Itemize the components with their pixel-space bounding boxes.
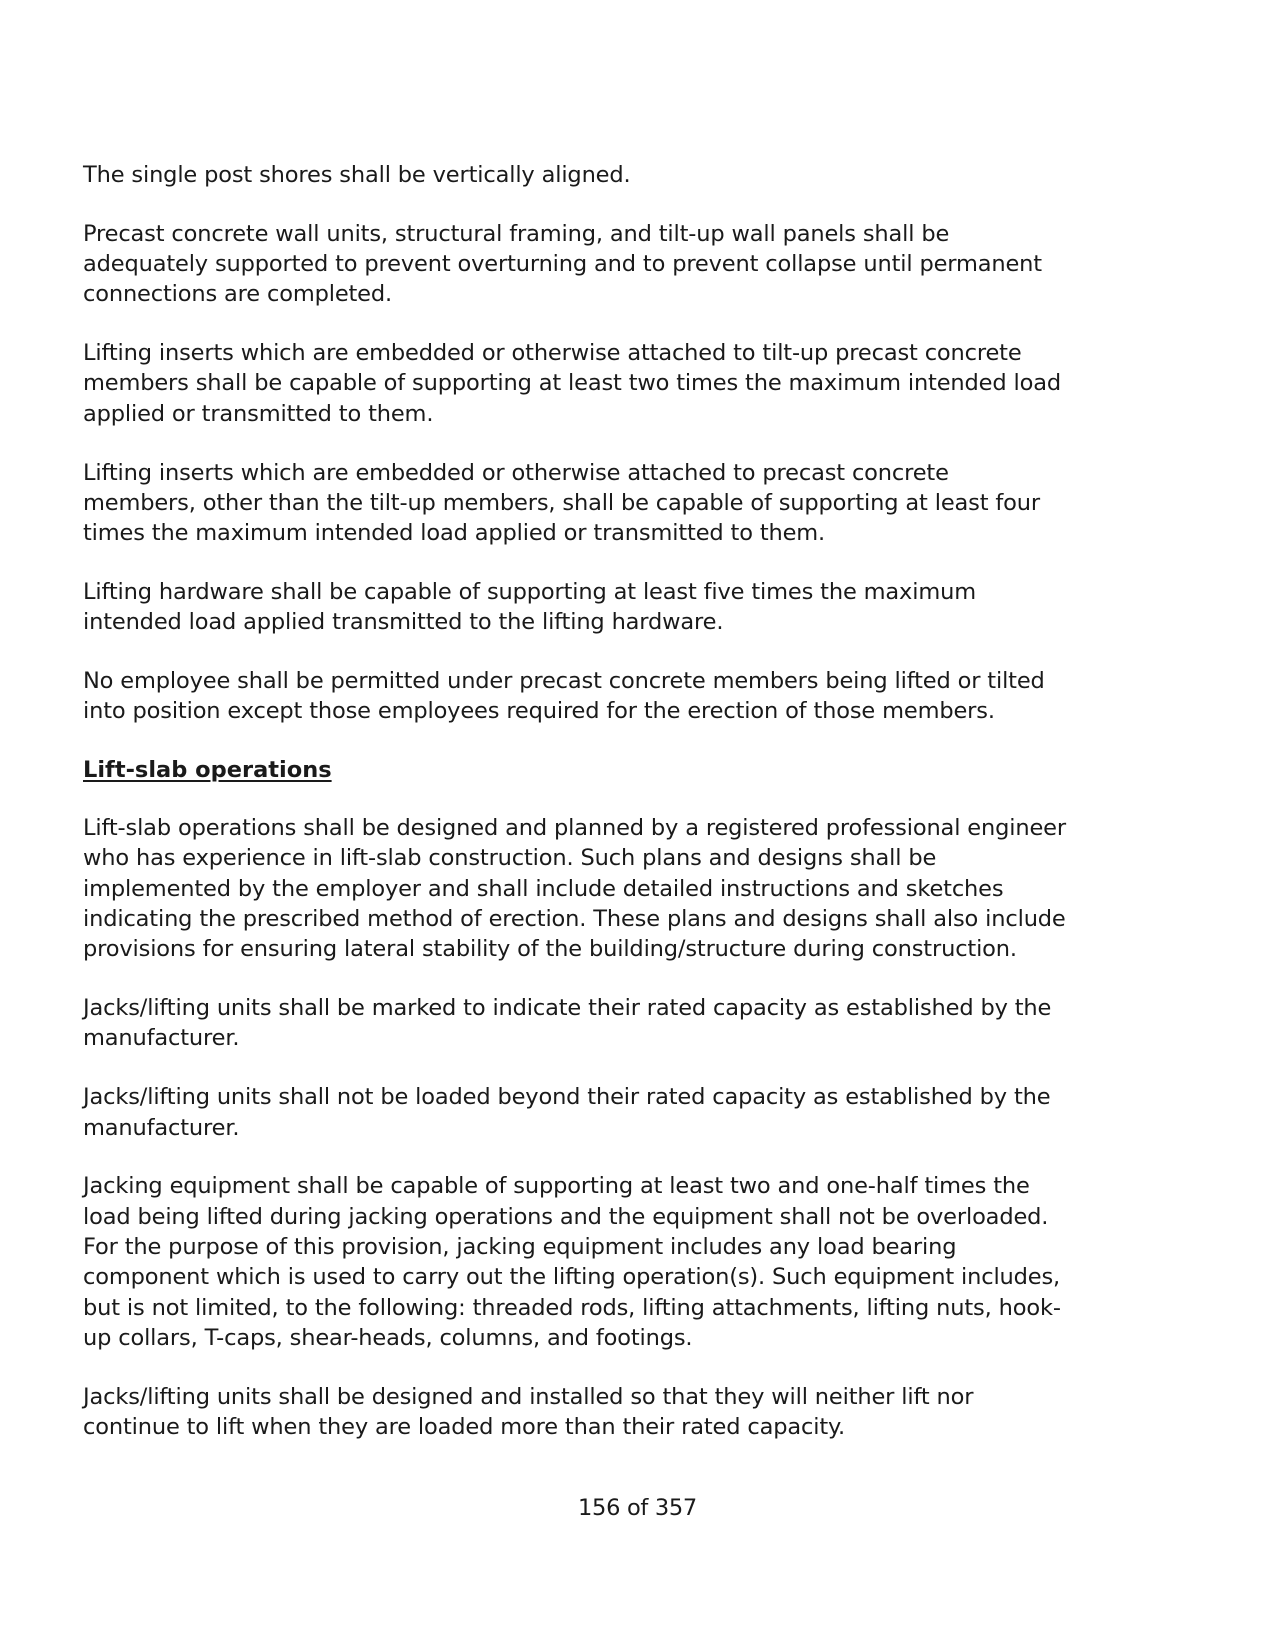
document-body xyxy=(83,160,1203,1471)
paragraph-jacking-equipment: Jacking equipment shall be capable of supporting at least two and one-half times the load being lifted during jacking operations and the equipment shall not be overloaded. For the purpose of this provision, jacking equipment includes any load bearing component which is used to carry out the lifting operation(s). Such equipment includes, but is not limited, to the following: threaded rods, lifting attachments, lifting nuts, hook- up collars, T-caps, shear-heads, columns, and footings. xyxy=(83,1173,1061,1351)
paragraph-lift-slab-planning: Lift-slab operations shall be designed and planned by a registered professional engineer who has experience in lift-slab construction. Such plans and designs shall be implemented by the employer and shall include detailed instructions and sketches indicating the prescribed method of erection. These plans and designs shall also include provisions for ensuring lateral stability of the building/structure during construction. xyxy=(83,815,1066,963)
page-number: 156 of 357 xyxy=(578,1495,697,1521)
paragraph-employee-restriction: No employee shall be permitted under precast concrete members being lifted or tilted into position except those employees required for the erection of those members. xyxy=(83,668,1045,725)
paragraph-jacks-design: Jacks/lifting units shall be designed and installed so that they will neither lift nor continue to lift when they are loaded more than their rated capacity. xyxy=(83,1383,974,1440)
paragraph-wall-units: Precast concrete wall units, structural framing, and tilt-up wall panels shall be adequately supported to prevent overturning and to prevent collapse until permanent connections are completed. xyxy=(83,220,1042,308)
paragraph-shores: The single post shores shall be vertically aligned. xyxy=(83,162,631,188)
paragraph-tilt-up-inserts: Lifting inserts which are embedded or otherwise attached to tilt-up precast concrete members shall be capable of supporting at least two times the maximum intended load applied or transmitted to them. xyxy=(83,340,1061,427)
paragraph-jacks-marked: Jacks/lifting units shall be marked to indicate their rated capacity as established by the manufacturer. xyxy=(83,995,1052,1052)
paragraph-jacks-not-overloaded: Jacks/lifting units shall not be loaded beyond their rated capacity as established by the manufacturer. xyxy=(83,1084,1051,1141)
paragraph-lifting-hardware: Lifting hardware shall be capable of supporting at least five times the maximum intended load applied transmitted to the lifting hardware. xyxy=(83,578,976,636)
paragraph-precast-inserts: Lifting inserts which are embedded or otherwise attached to precast concrete members, other than the tilt-up members, shall be capable of supporting at least four times the maximum intended load applied or transmitted to them. xyxy=(83,459,1040,547)
section-heading: Lift-slab operations xyxy=(83,757,332,784)
